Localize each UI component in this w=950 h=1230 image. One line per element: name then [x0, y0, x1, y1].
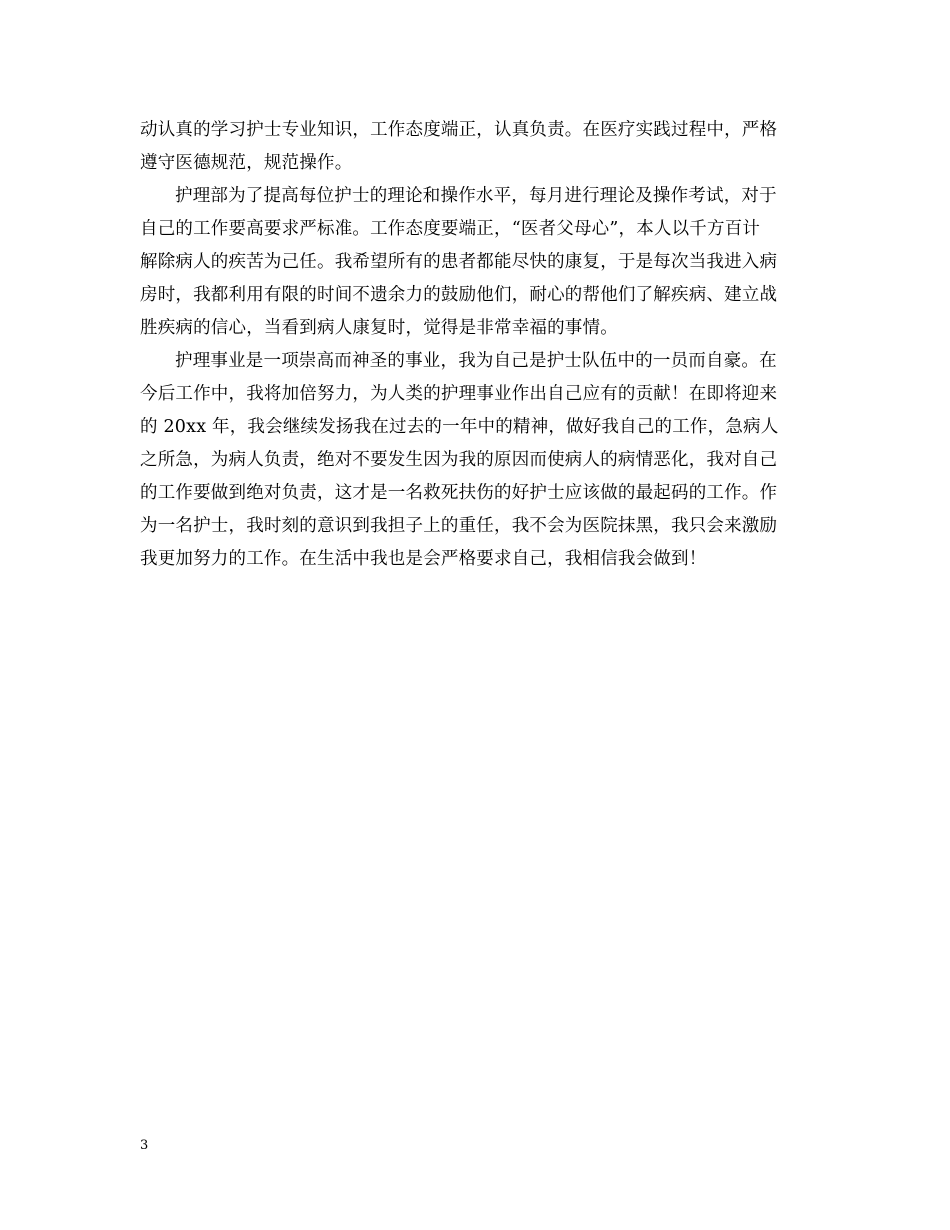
text-line: 之所急，为病人负责，绝对不要发生因为我的原因而使病人的病情恶化，我对自己 [140, 450, 778, 470]
paragraph-1 [140, 114, 810, 180]
body-text [140, 114, 810, 576]
text-line: 护理部为了提高每位护士的理论和操作水平，每月进行理论及操作考试，对于 [175, 186, 777, 206]
text-line: 房时，我都利用有限的时间不遗余力的鼓励他们，耐心的帮他们了解疾病、建立战 [140, 285, 778, 305]
text-line: 的 20xx 年，我会继续发扬我在过去的一年中的精神，做好我自己的工作，急病人 [140, 417, 779, 437]
text-line: 为一名护士，我时刻的意识到我担子上的重任，我不会为医院抹黑，我只会来激励 [140, 516, 778, 536]
paragraph-2 [140, 180, 810, 345]
text-line: 遵守医德规范，规范操作。 [140, 153, 353, 173]
text-line: 动认真的学习护士专业知识，工作态度端正，认真负责。在医疗实践过程中，严格 [140, 120, 778, 140]
text-line: 自己的工作要高要求严标准。工作态度要端正，“医者父母心”，本人以千方百计 [140, 219, 761, 239]
text-line: 胜疾病的信心，当看到病人康复时，觉得是非常幸福的事情。 [140, 318, 618, 338]
text-line: 今后工作中，我将加倍努力，为人类的护理事业作出自己应有的贡献！在即将迎来 [140, 384, 778, 404]
paragraph-3 [140, 345, 810, 576]
text-line: 的工作要做到绝对负责，这才是一名救死扶伤的好护士应该做的最起码的工作。作 [140, 483, 778, 503]
text-line: 护理事业是一项崇高而神圣的事业，我为自己是护士队伍中的一员而自豪。在 [175, 351, 777, 371]
page-number: 3 [140, 1138, 149, 1153]
text-line: 我更加努力的工作。在生活中我也是会严格要求自己，我相信我会做到！ [140, 549, 707, 569]
text-line: 解除病人的疾苦为己任。我希望所有的患者都能尽快的康复，于是每次当我进入病 [140, 252, 778, 272]
